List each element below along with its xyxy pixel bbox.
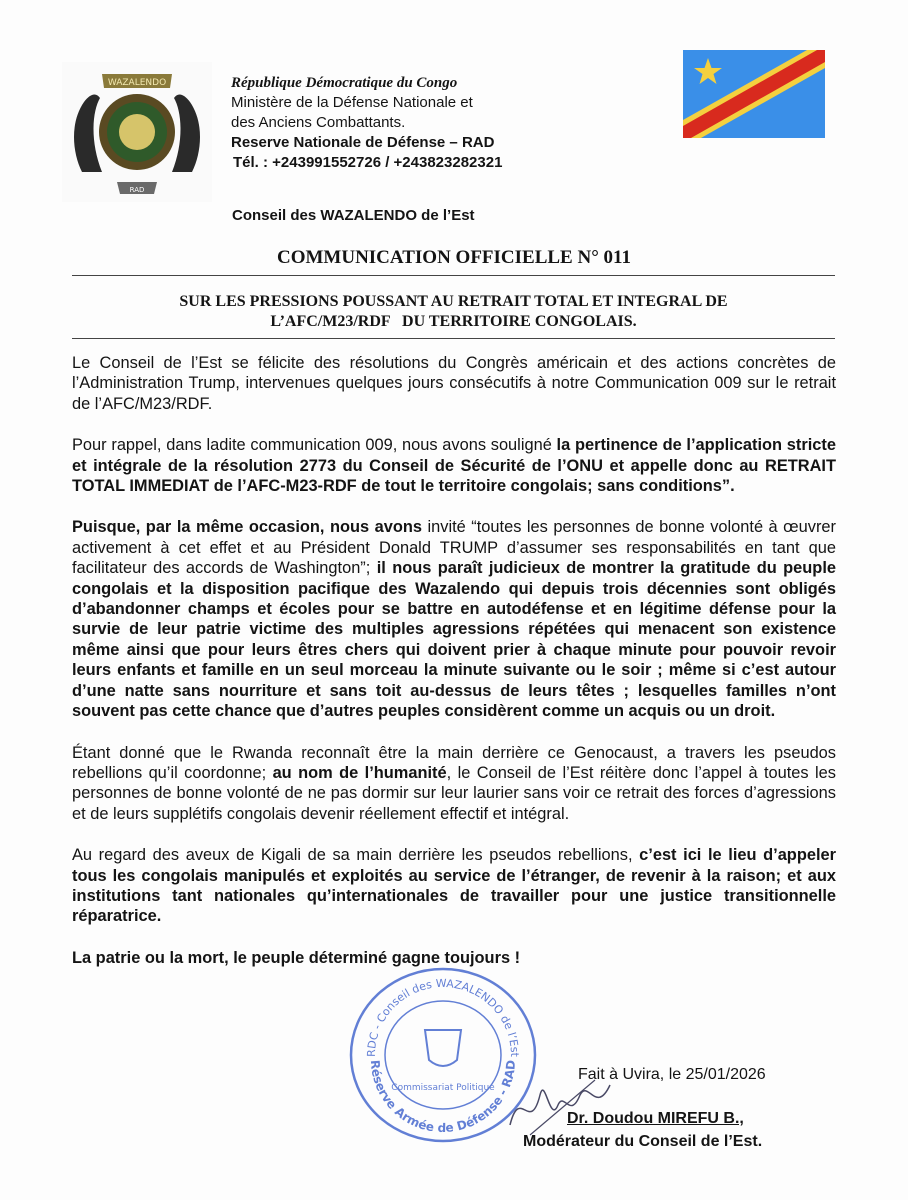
- document-subject: [72, 292, 835, 332]
- letter-body: [72, 353, 836, 989]
- paragraph-1: Le Conseil de l’Est se félicite des résolutions du Congrès américain et des actions concrètes de l’Administration Trump, intervenues quelques jours consécutifs à notre Communication 009 sur le retrait de l’AFC/M23/RDF.: [72, 354, 836, 413]
- wazalendo-logo: [62, 62, 212, 202]
- reserve-name: Reserve Nationale de Défense – RAD: [231, 134, 495, 151]
- title-divider: [72, 275, 835, 276]
- subject-line-1: SUR LES PRESSIONS POUSSANT AU RETRAIT TOTAL ET INTEGRAL DE: [179, 293, 728, 310]
- council-name: Conseil des WAZALENDO de l’Est: [232, 207, 475, 224]
- subject-line-2: L’AFC/M23/RDF DU TERRITOIRE CONGOLAIS.: [270, 313, 637, 330]
- stamp-ring-bottom-text: Réserve Armée de Défense - RAD: [367, 1059, 519, 1136]
- paragraph-2: Pour rappel, dans ladite communication 009, nous avons souligné la pertinence de l’application stricte et intégrale de la résolution 2773 du Conseil de Sécurité de l’ONU et appelle donc au RETRAIT TOTAL IMMEDIAT de l’AFC-M23-RDF de tout le territoire congolais; sans conditions”.: [72, 436, 836, 496]
- svg-text:Réserve Armée de Défense - RAD: [368, 1059, 518, 1135]
- paragraph-3: Puisque, par la même occasion, nous avons invité “toutes les personnes de bonne volonté à œuvrer activement à cet effet et au Président Donald TRUMP d’assumer ses responsabilités en tant que facilitateur des accords de Washington”; il nous paraît judicieux de montrer la gratitude du peuple congolais et la disposition pacifique des Wazalendo qui depuis trois décennies sont obligés d’abandonner champs et écoles pour se battre en autodéfense et en légitime défense pour la survie de leur patrie victime des multiples agressions répétées qui menacent son existence même ainsi que pour leurs êtres chers qui doivent prier à chaque minute pour pouvoir revoir leurs enfants et famille en un seul morceau la minute suivante ou le soir ; même si c’est autour d’une natte sans nourriture et sans toit au-dessus de leurs têtes ; lesquelles familles n’ont souvent pas cette chance que d’autres peuples considèrent comme un acquis ou un droit.: [72, 518, 836, 721]
- paragraph-4: Étant donné que le Rwanda reconnaît être la main derrière ce Genocaust, a travers les pseudos rebellions qu’il coordonne; au nom de l’humanité, le Conseil de l’Est réitère donc l’appel à toutes les personnes de bonne volonté de ne pas dormir sur leur laurier sans voir ce retrait des forces d’agressions et de leurs supplétifs congolais devenir réellement effectif et intégral.: [72, 743, 836, 823]
- republic-name: République Démocratique du Congo: [231, 75, 458, 91]
- place-and-date: Fait à Uvira, le 25/01/2026: [578, 1066, 766, 1083]
- ministry-line-2: des Anciens Combattants.: [231, 114, 406, 131]
- subject-divider: [72, 338, 835, 339]
- phone-numbers: Tél. : +243991552726 / +243823282321: [233, 154, 503, 171]
- logo-top-text: WAZALENDO: [107, 78, 167, 88]
- letterhead: [231, 73, 502, 173]
- svg-text:RDC - Conseil des WAZALENDO de: [365, 977, 521, 1058]
- document-title: COMMUNICATION OFFICIELLE N° 011: [276, 247, 631, 268]
- paragraph-5: Au regard des aveux de Kigali de sa main derrière les pseudos rebellions, c’est ici le lieu d’appeler tous les congolais manipulés et exploités au service de l’étranger, de revenir à la raison; et aux institutions tant nationales qu’internationales de travailler pour une justice transitionnelle réparatrice.: [72, 846, 836, 926]
- stamp-ring-top-text: RDC - Conseil des WAZALENDO de l’Est: [364, 976, 522, 1058]
- stamp-emblem-icon: [425, 1030, 461, 1066]
- signatory-name: Dr. Doudou MIREFU B.,: [567, 1110, 744, 1127]
- ministry-line-1: Ministère de la Défense Nationale et: [231, 94, 473, 111]
- stamp-center-text: Commissariat Politique: [391, 1083, 495, 1093]
- logo-bottom-text: RAD: [129, 186, 145, 194]
- signatory-title: Modérateur du Conseil de l’Est.: [523, 1133, 763, 1150]
- paragraph-6: La patrie ou la mort, le peuple déterminé gagne toujours !: [72, 948, 521, 967]
- drc-flag: [683, 50, 825, 138]
